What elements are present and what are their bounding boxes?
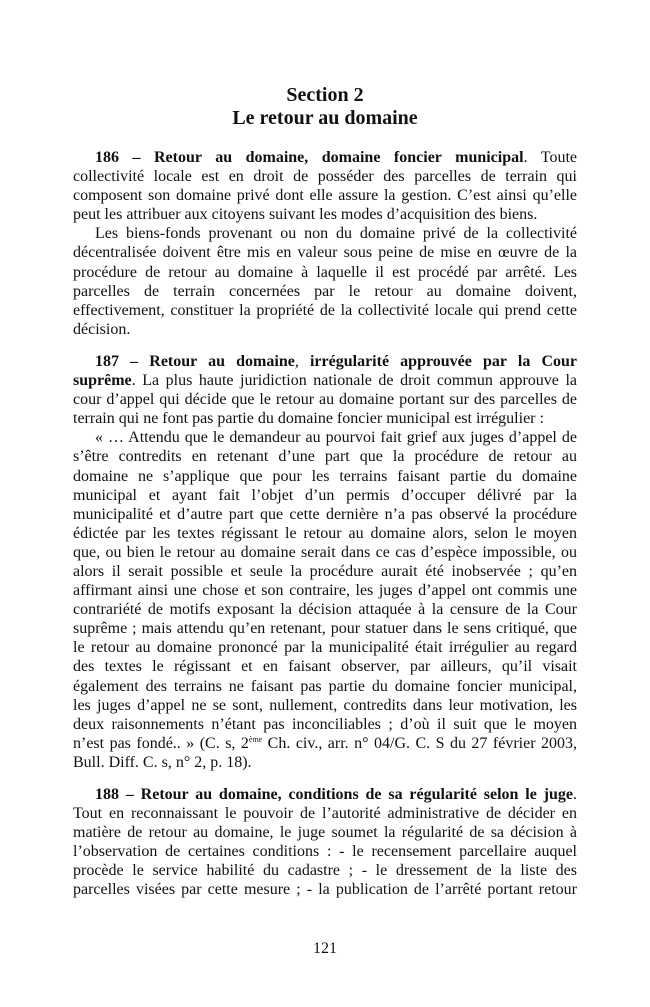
text-line	[73, 677, 577, 696]
text-line	[73, 301, 577, 320]
text-span: composent son domaine privé dont elle assure la gestion. C’est ainsi qu’elle	[73, 187, 577, 205]
text-span: suprême ; mais attendu qu’en retenant, pour statuer dans le sens critiqué, que	[73, 620, 577, 638]
paragraph	[73, 785, 577, 900]
text-span: le retour au domaine prononcé par la municipalité était irrégulier au regard	[73, 639, 577, 657]
bold-heading-text: 188 – Retour au domaine, conditions de sa régularité selon le juge	[95, 786, 573, 803]
text-line	[73, 148, 577, 167]
text-line	[73, 804, 577, 823]
text-span: contrariété de motifs exposant la décision attaquée à la censure de la Cour	[73, 601, 577, 619]
text-span: n’est pas fondé.. » (C. s, 2	[73, 734, 249, 752]
text-line	[73, 390, 577, 409]
text-line	[73, 409, 577, 428]
text-line	[73, 352, 577, 371]
text-span: que, ou bien le retour au domaine serait dans ce cas d’espèce impossible, ou	[73, 543, 577, 561]
text-span: procédure de retour au domaine à laquelle il est procédé par arrêté. Les	[73, 263, 577, 281]
text-line	[73, 734, 577, 753]
text-line	[73, 880, 577, 899]
text-line	[73, 505, 577, 524]
page-number: 121	[313, 940, 337, 957]
text-line	[73, 428, 577, 447]
text-span: collectivité locale est en droit de posséder des parcelles de terrain qui	[73, 168, 577, 186]
text-line	[73, 447, 577, 466]
text-span: effectivement, constituer la propriété de la collectivité locale qui prend cette	[73, 301, 577, 319]
text-span: décision.	[73, 320, 131, 338]
text-span: décentralisée doivent être mis en valeur sous peine de mise en œuvre de la	[73, 244, 577, 262]
bold-heading-text: 187 – Retour au domaine	[95, 352, 295, 370]
text-span: .	[573, 786, 577, 803]
text-span: procède le service habilité du cadastre ; - le dressement de la liste des	[73, 862, 577, 880]
text-line	[73, 657, 577, 676]
text-line	[73, 282, 577, 301]
text-line	[73, 371, 577, 390]
text-span: Ch. civ., arr. n° 04/G. C. S du 27 février 2003,	[262, 734, 578, 752]
section-title: Le retour au domaine	[232, 107, 418, 129]
text-span: deux raisonnements n’étant pas inconciliables ; d’où il suit que le moyen	[73, 715, 577, 733]
text-line	[73, 167, 577, 186]
section-label: Section 2	[286, 84, 364, 106]
text-span: des textes le régissant et en faisant observer, par ailleurs, qu’il visait	[73, 658, 577, 676]
text-span: municipal et ayant fait l’objet d’un permis d’occuper délivré par la	[73, 486, 577, 504]
text-line	[73, 205, 577, 224]
text-line	[73, 823, 577, 842]
text-line	[73, 320, 577, 339]
text-span: cour d’appel qui décide que le retour au domaine portant sur des parcelles de	[73, 391, 577, 409]
text-span: matière de retour au domaine, le juge soumet la régularité de sa décision à	[73, 824, 577, 842]
text-line	[73, 243, 577, 262]
text-line	[73, 600, 577, 619]
text-line	[73, 263, 577, 282]
text-span: domaine ne s’applique que pour les terrains faisant partie du domaine	[73, 467, 577, 485]
text-span: Les biens-fonds provenant ou non du domaine privé de la collectivité	[95, 225, 577, 243]
text-line	[73, 581, 577, 600]
text-span: édictée par les textes régissant le retour au domaine alors, selon le moyen	[73, 524, 577, 542]
text-line	[73, 467, 577, 486]
text-line	[73, 785, 577, 804]
text-span: . Toute	[523, 149, 577, 166]
text-line	[73, 842, 577, 861]
text-span: s’être contredits en retenant d’une part que la procédure de retour au	[73, 448, 577, 466]
text-line	[73, 186, 577, 205]
text-line	[73, 619, 577, 638]
body-text	[73, 148, 577, 900]
text-span: peut les attribuer aux citoyens suivant les modes d’acquisition des biens.	[73, 206, 538, 224]
text-span: . La plus haute juridiction nationale de droit commun approuve la	[131, 372, 577, 390]
superscript: ème	[248, 734, 263, 744]
text-span: Tout en reconnaissant le pouvoir de l’autorité administrative de décider en	[73, 805, 577, 823]
text-line	[73, 486, 577, 505]
text-span: l’observation de certaines conditions : - le recensement parcellaire auquel	[73, 843, 577, 861]
paragraph	[73, 428, 577, 772]
text-span: parcelles visées par cette mesure ; - la publication de l’arrêté portant retour	[73, 881, 577, 899]
text-line	[73, 696, 577, 715]
text-span: parcelles de terrain concernées par le retour au domaine doivent,	[73, 282, 577, 300]
text-line	[73, 715, 577, 734]
text-span: affirmant ainsi une chose et son contraire, les juges d’appel ont commis une	[73, 582, 577, 600]
text-span: terrain qui ne font pas partie du domaine foncier municipal est irrégulier :	[73, 410, 544, 428]
bold-heading-text: irrégularité approuvée par la Cour	[309, 352, 578, 370]
text-span: alors il serait possible et seule la procédure aurait été inobservée ; qu’en	[73, 562, 577, 580]
text-span: Bull. Diff. C. s, n° 2, p. 18).	[73, 753, 252, 771]
paragraph	[73, 148, 577, 224]
text-line	[73, 638, 577, 657]
text-span: les juges d’appel ne se sont, nullement, contredits dans leur motivation, les	[73, 696, 577, 714]
text-line	[73, 524, 577, 543]
text-span: municipalité et d’autre part que cette dernière n’a pas observé la procédure	[73, 505, 577, 523]
text-span: également des terrains ne faisant pas partie du domaine foncier municipal,	[73, 677, 577, 695]
paragraph	[73, 352, 577, 428]
text-span: « … Attendu que le demandeur au pourvoi fait grief aux juges d’appel de	[95, 429, 577, 447]
bold-heading-text: suprême	[73, 372, 132, 390]
bold-heading-text: 186 – Retour au domaine, domaine foncier municipal	[95, 149, 524, 166]
text-line	[73, 753, 577, 772]
text-line	[73, 543, 577, 562]
paragraph	[73, 224, 577, 339]
text-line	[73, 861, 577, 880]
text-line	[73, 224, 577, 243]
text-line	[73, 562, 577, 581]
text-span: ,	[294, 352, 310, 370]
